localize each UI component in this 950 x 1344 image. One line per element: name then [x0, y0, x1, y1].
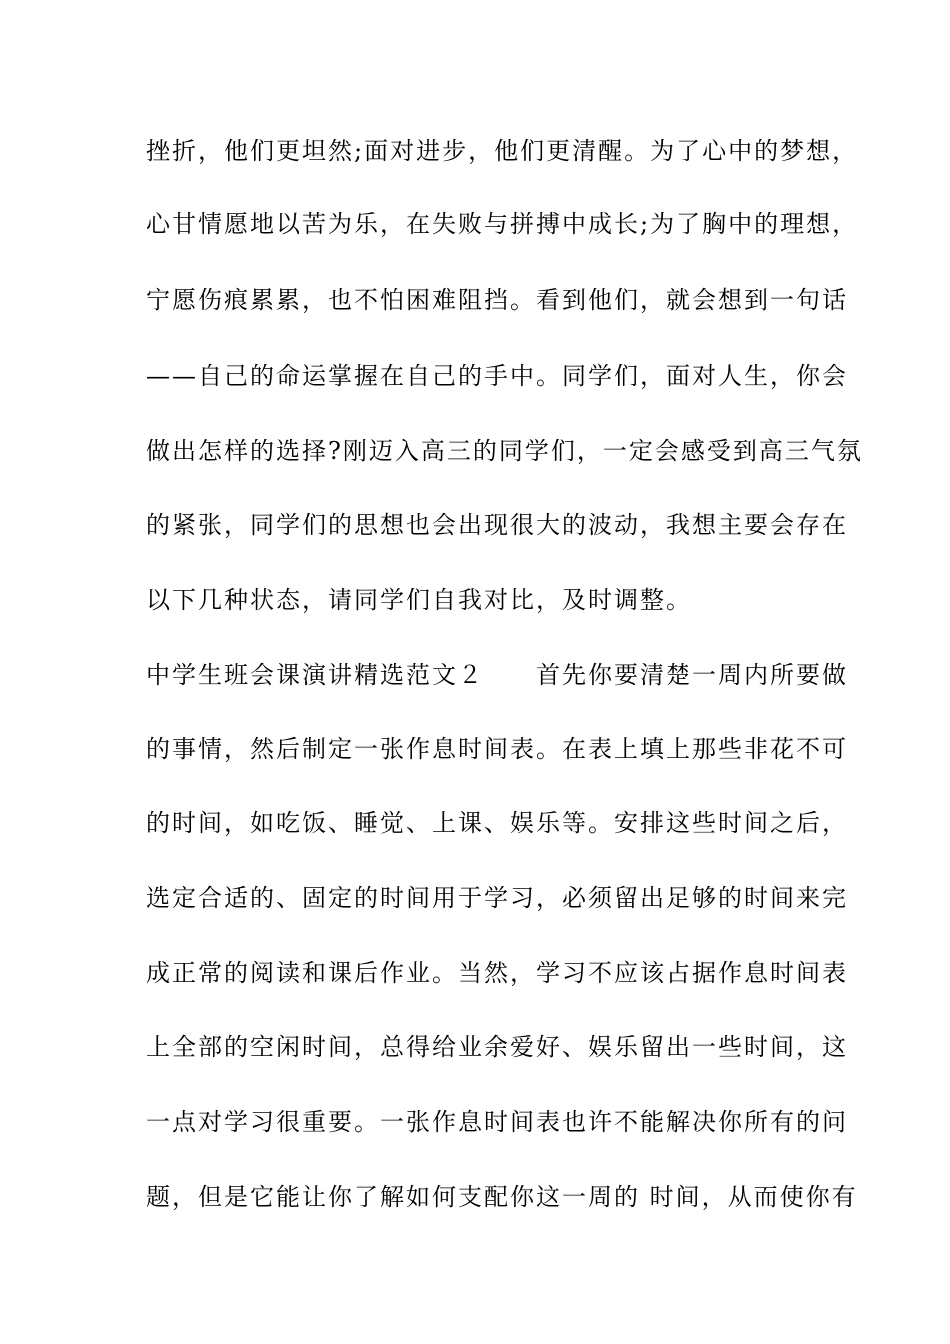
text-line: 上全部的空闲时间，总得给业余爱好、娱乐留出一些时间，这: [146, 1033, 848, 1061]
text-line: 的紧张，同学们的思想也会出现很大的波动，我想主要会存在: [146, 511, 848, 539]
text-line: ——自己的命运掌握在自己的手中。同学们，面对人生，你会: [146, 362, 848, 390]
text-line: 题，但是它能让你了解如何支配你这一周的 时间，从而使你有: [146, 1183, 858, 1211]
text-line: 一点对学习很重要。一张作息时间表也许不能解决你所有的问: [146, 1108, 848, 1136]
text-line: 选定合适的、固定的时间用于学习，必须留出足够的时间来完: [146, 884, 848, 912]
text-line: 的事情，然后制定一张作息时间表。在表上填上那些非花不可: [146, 735, 848, 763]
text-line: 宁愿伤痕累累，也不怕困难阻挡。看到他们，就会想到一句话: [146, 286, 848, 314]
text-line: 的时间，如吃饭、睡觉、上课、娱乐等。安排这些时间之后，: [146, 809, 848, 837]
section-heading-line: 中学生班会课演讲精选范文２ 首先你要清楚一周内所要做: [146, 661, 848, 689]
text-line: 挫折，他们更坦然;面对进步，他们更清醒。为了心中的梦想，: [146, 137, 859, 165]
text-line: 心甘情愿地以苦为乐，在失败与拼搏中成长;为了胸中的理想，: [146, 210, 859, 238]
text-line: 做出怎样的选择?刚迈入高三的同学们，一定会感受到高三气氛: [146, 437, 863, 465]
text-line: 以下几种状态，请同学们自我对比，及时调整。: [146, 586, 692, 614]
text-line: 成正常的阅读和课后作业。当然，学习不应该占据作息时间表: [146, 959, 848, 987]
